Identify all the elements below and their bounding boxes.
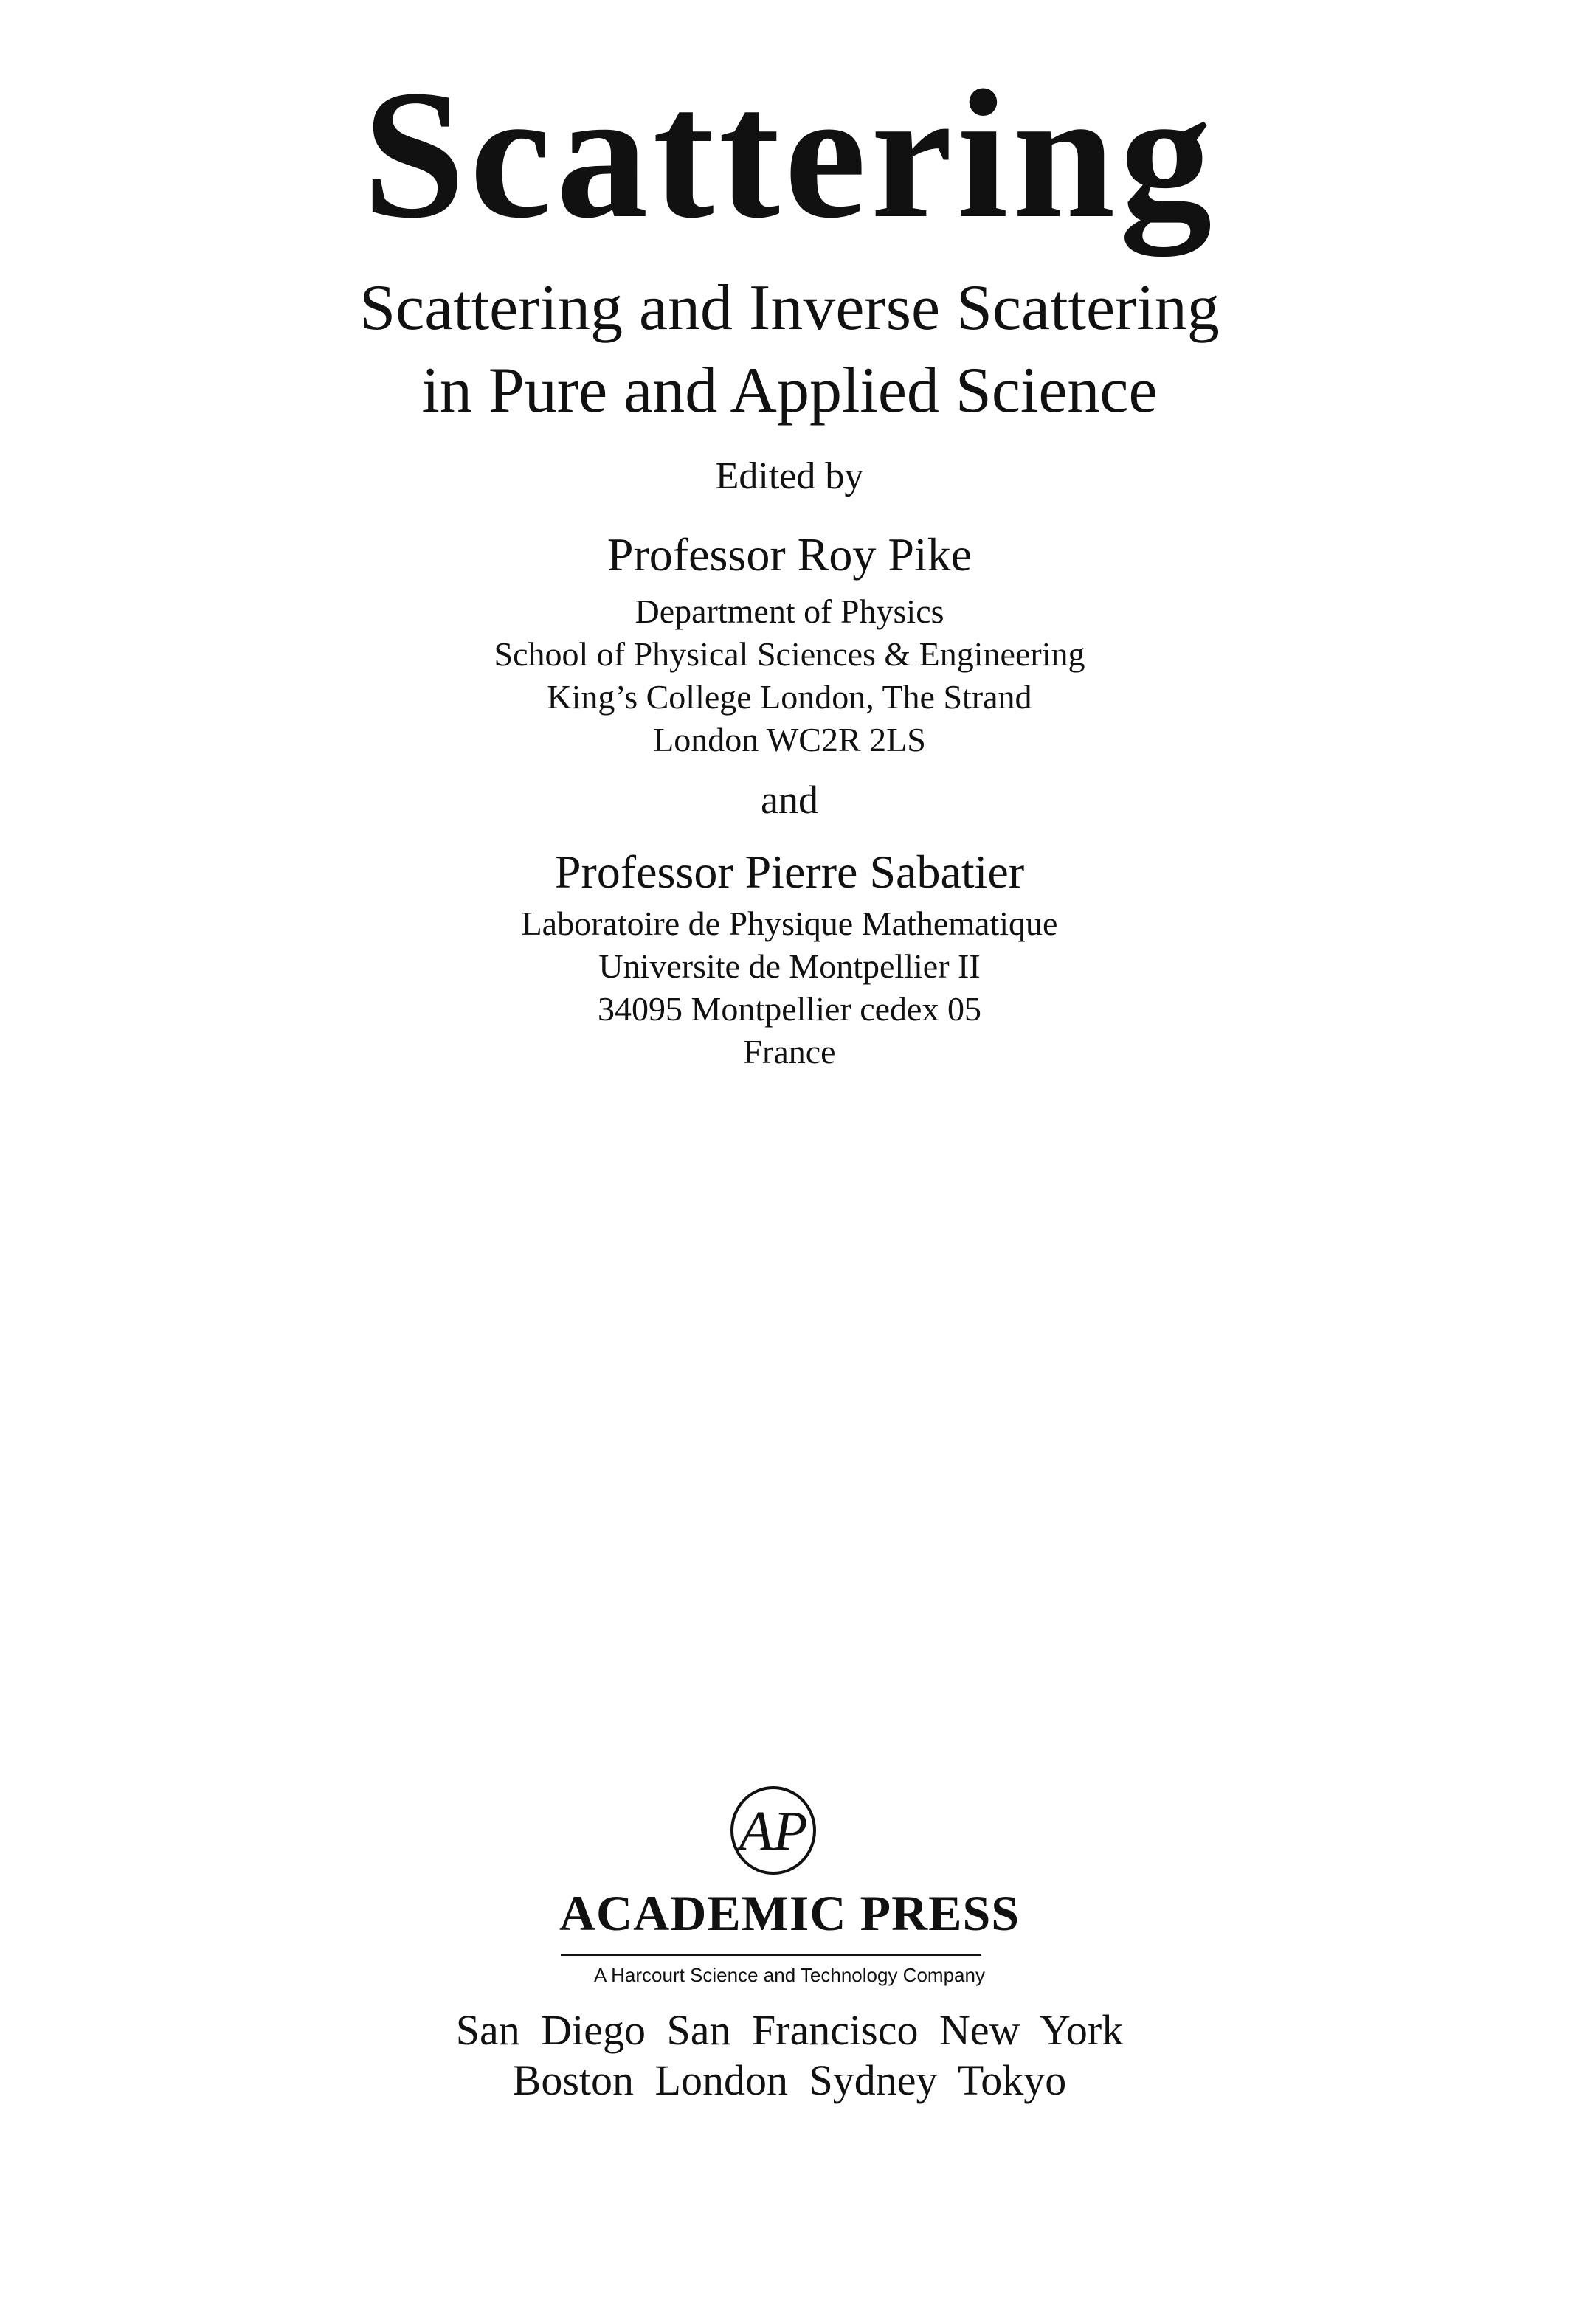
- editor-1-affiliation-line: Department of Physics: [635, 592, 944, 630]
- editor-1-affiliation-line: School of Physical Sciences & Engineering: [494, 635, 1085, 673]
- publisher-name: ACADEMIC PRESS: [559, 1885, 1020, 1941]
- editor-2-affiliation-line: Laboratoire de Physique Mathematique: [521, 905, 1058, 942]
- editor-2-affiliation-line: 34095 Montpellier cedex 05: [598, 990, 981, 1028]
- editor-1-affiliation-line: King’s College London, The Strand: [547, 678, 1032, 716]
- publisher-cities-line-2: Boston London Sydney Tokyo: [512, 2056, 1067, 2104]
- subtitle-line-2: in Pure and Applied Science: [421, 355, 1158, 426]
- edited-by-label: Edited by: [715, 455, 864, 497]
- publisher-tagline: A Harcourt Science and Technology Company: [594, 1964, 985, 1986]
- publisher-cities-line-1: San Diego San Francisco New York: [455, 2006, 1124, 2054]
- book-title: Scattering: [362, 52, 1217, 257]
- subtitle-line-1: Scattering and Inverse Scattering: [359, 272, 1220, 344]
- conjunction-and: and: [761, 778, 818, 822]
- editor-2-affiliation-line: France: [743, 1033, 836, 1071]
- editor-1-affiliation-line: London WC2R 2LS: [653, 721, 926, 758]
- editor-2-name: Professor Pierre Sabatier: [554, 845, 1025, 898]
- editor-1-name: Professor Roy Pike: [607, 528, 972, 581]
- publisher-divider: [561, 1954, 981, 1956]
- editor-2-affiliation-line: Universite de Montpellier II: [598, 947, 981, 985]
- logo-lettering: AP: [739, 1800, 808, 1862]
- academic-press-logo-icon: [726, 1782, 820, 1876]
